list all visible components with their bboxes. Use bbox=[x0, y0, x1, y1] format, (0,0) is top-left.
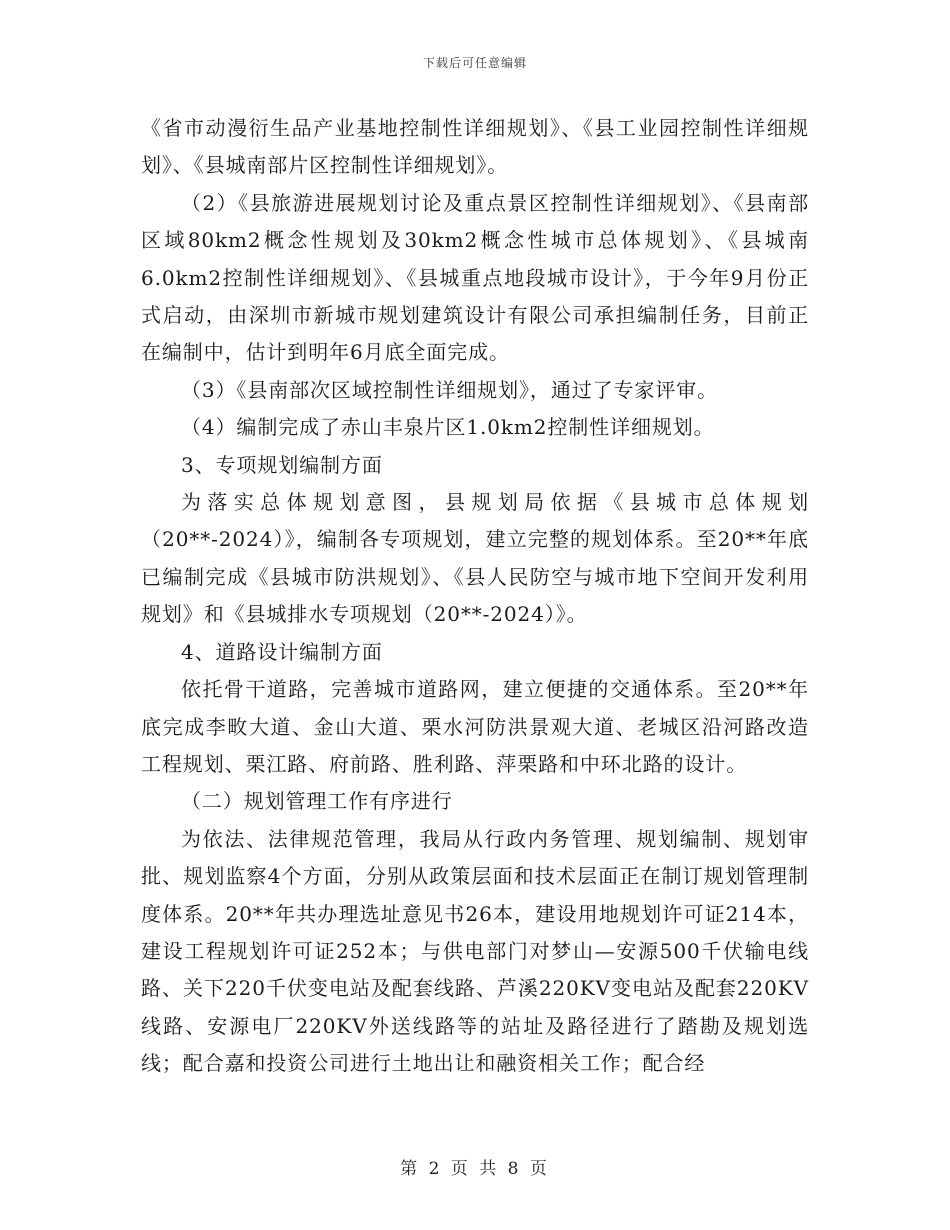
paragraph: 为落实总体规划意图，县规划局依据《县城市总体规划（20**-2024）》，编制各专项规划，建立完整的规划体系。至20**年底已编制完成《县城市防洪规划》、《县人民防空与城市地下空间开发利用规划》和《县城排水专项规划（20**-2024）》。 bbox=[141, 490, 809, 627]
section-heading: （二）规划管理工作有序进行 bbox=[181, 789, 453, 814]
paragraph: （2）《县旅游进展规划讨论及重点景区控制性详细规划》、《县南部区域80km2概念性规划及30km2概念性城市总体规划》、《县城南6.0km2控制性详细规划》、《县城重点地段城市设计》，于今年9月份正式启动，由深圳市新城市规划建筑设计有限公司承担编制任务，目前正在编制中，估计到明年6月底全面完成。 bbox=[141, 190, 809, 365]
paragraph: 依托骨干道路，完善城市道路网，建立便捷的交通体系。至20**年底完成李畋大道、金山大道、栗水河防洪景观大道、老城区沿河路改造工程规划、栗江路、府前路、胜利路、萍栗路和中环北路的设计。 bbox=[141, 677, 809, 776]
document-body bbox=[141, 110, 809, 1083]
paragraph: （3）《县南部次区域控制性详细规划》，通过了专家评审。 bbox=[181, 377, 719, 402]
paragraph: （4）编制完成了赤山丰泉片区1.0km2控制性详细规划。 bbox=[181, 415, 715, 440]
paragraph: 《省市动漫衍生品产业基地控制性详细规划》、《县工业园控制性详细规划》、《县城南部片区控制性详细规划》。 bbox=[141, 116, 809, 178]
page-number: 第 2 页 共 8 页 bbox=[400, 1159, 550, 1179]
page-header-note: 下载后可任意编辑 bbox=[422, 56, 527, 70]
section-heading: 3、专项规划编制方面 bbox=[181, 452, 383, 477]
section-heading: 4、道路设计编制方面 bbox=[181, 639, 383, 664]
paragraph: 为依法、法律规范管理，我局从行政内务管理、规划编制、规划审批、规划监察4个方面，分别从政策层面和技术层面正在制订规划管理制度体系。20**年共办理选址意见书26本，建设用地规划许可证214本，建设工程规划许可证252本；与供电部门对梦山—安源500千伏输电线路、关下220千伏变电站及配套线路、芦溪220KV变电站及配套220KV线路、安源电厂220KV外送线路等的站址及路径进行了踏勘及规划选线；配合嘉和投资公司进行土地出让和融资相关工作；配合经 bbox=[141, 826, 809, 1076]
